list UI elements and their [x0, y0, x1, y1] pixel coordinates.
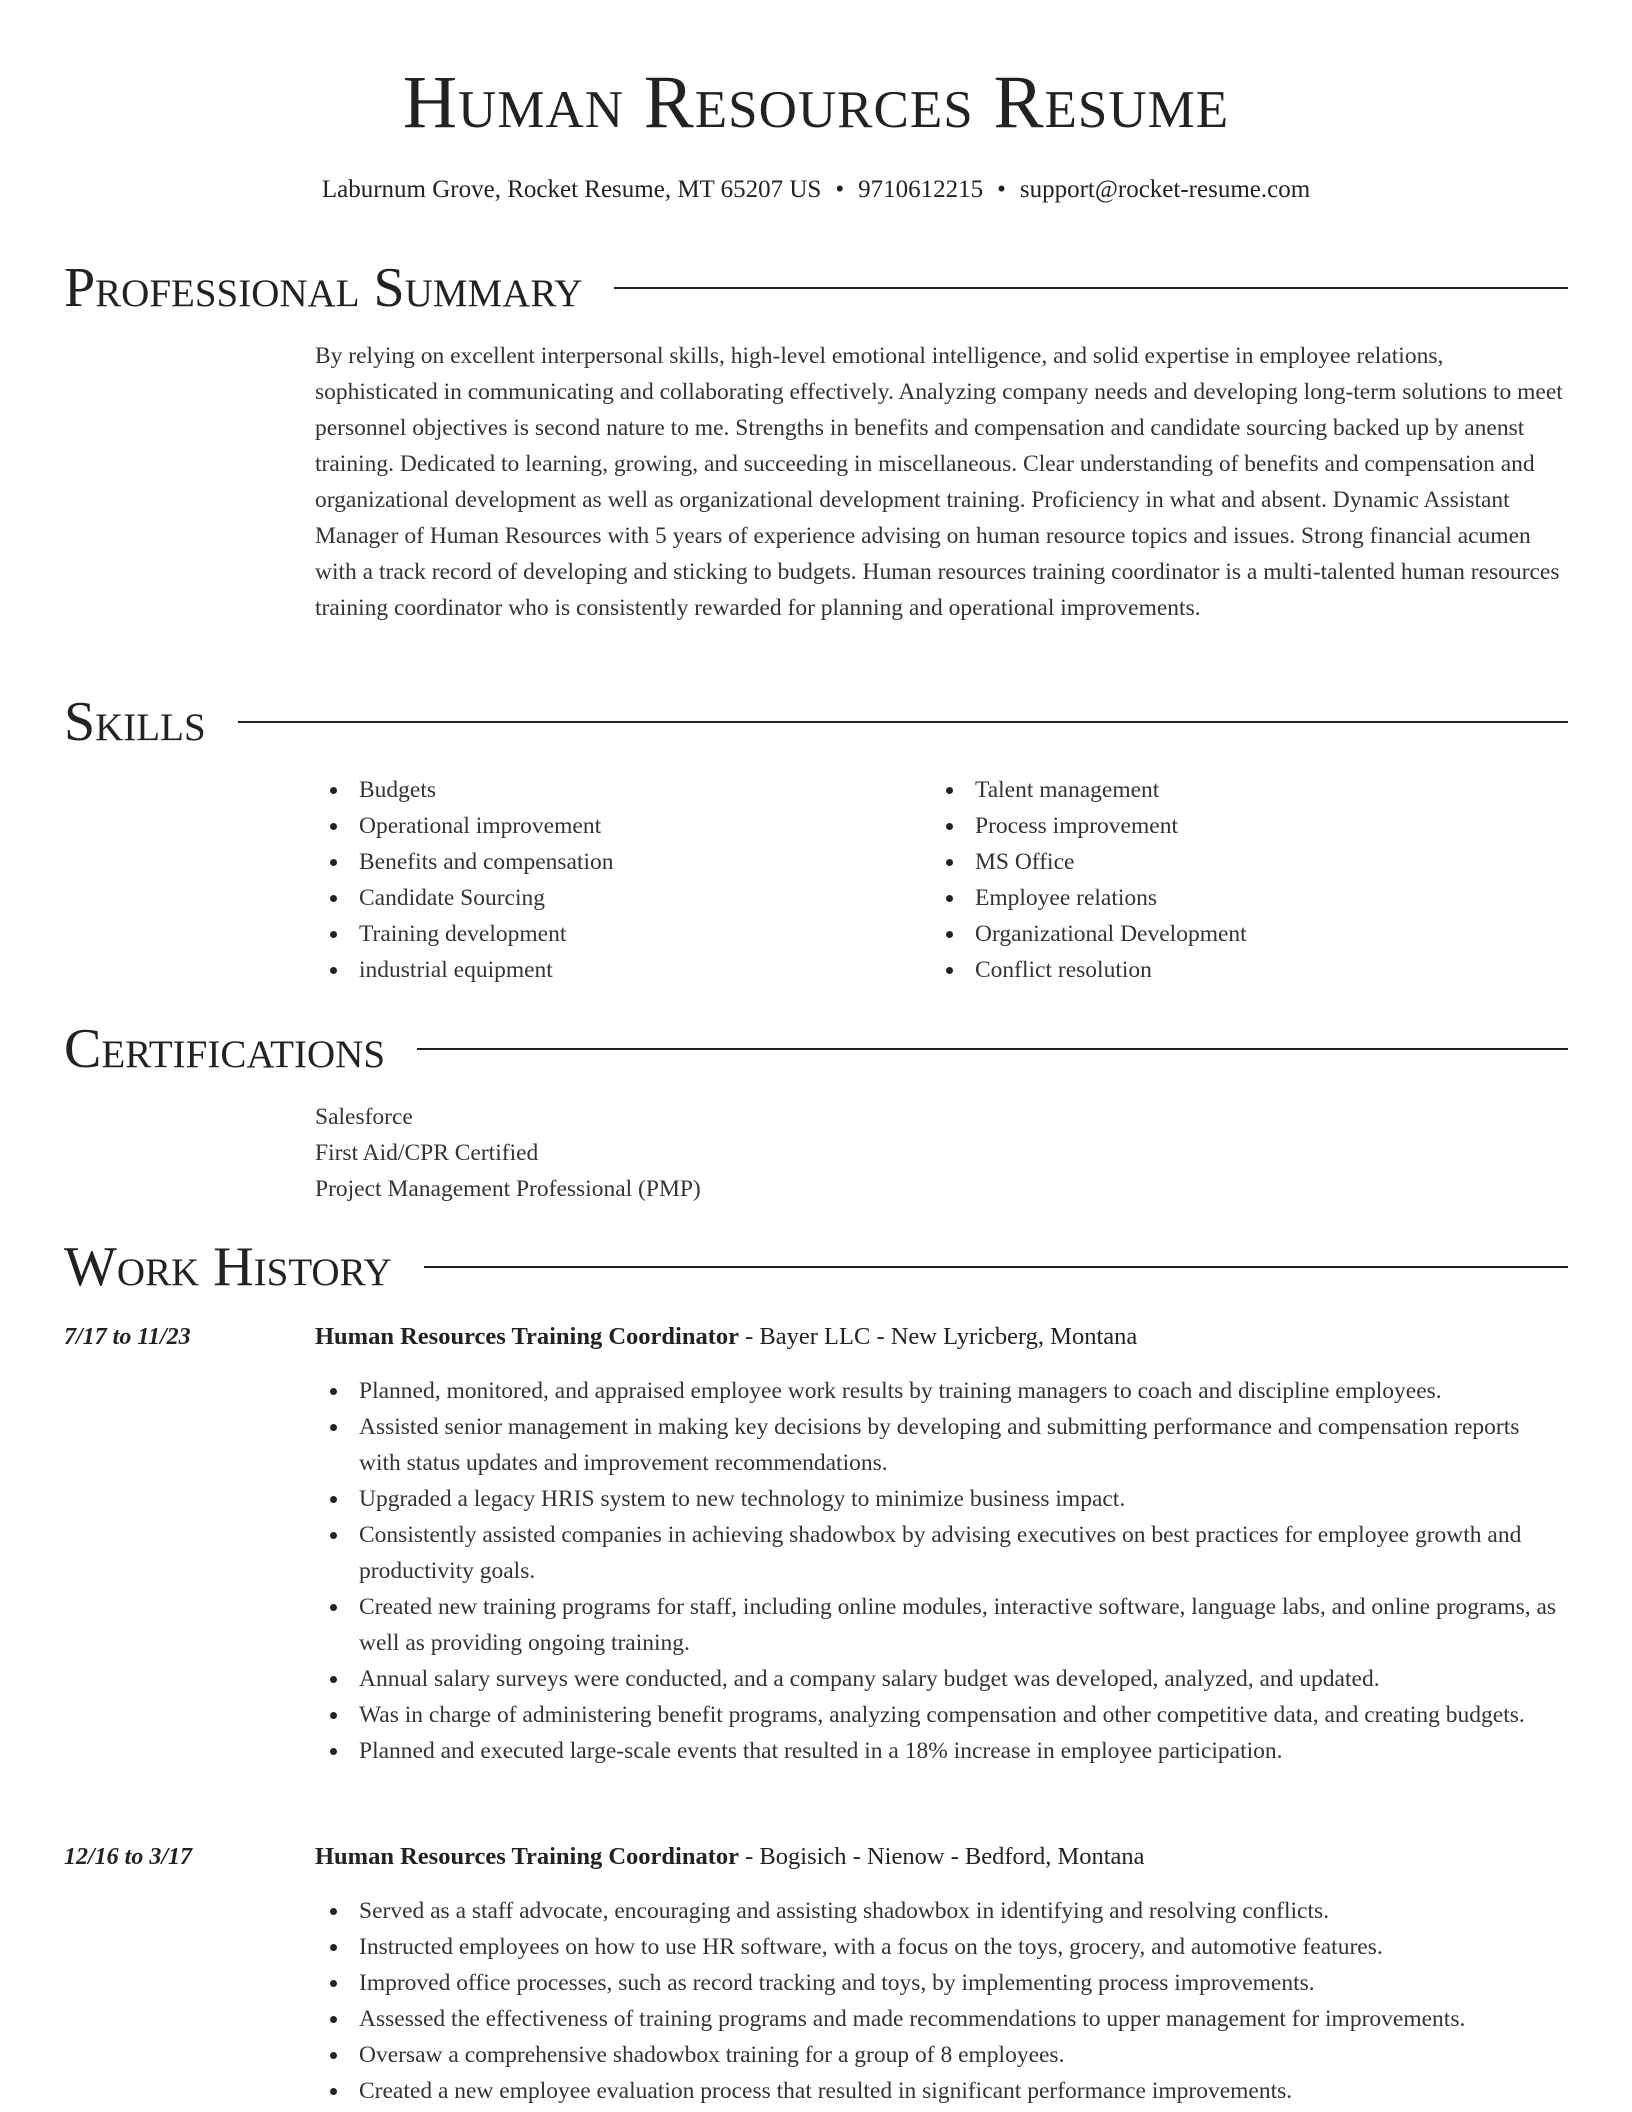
section-divider	[417, 1048, 1568, 1050]
certifications-heading: Certifications	[64, 1018, 386, 1080]
summary-section-header	[64, 258, 1568, 318]
skill-item: Operational improvement	[315, 808, 875, 844]
job-bullet: Annual salary surveys were conducted, and a company salary budget was developed, analyzed, and updated.	[315, 1661, 1563, 1697]
job-bullet: Oversaw a comprehensive shadowbox training for a group of 8 employees.	[315, 2037, 1563, 2073]
skills-heading: Skills	[64, 691, 206, 753]
skill-item: Conflict resolution	[931, 952, 1531, 988]
job-bullets	[315, 1373, 1563, 1769]
skill-item: Training development	[315, 916, 875, 952]
job-bullet: Instructed employees on how to use HR software, with a focus on the toys, grocery, and automotive features.	[315, 1929, 1563, 1965]
skill-item: Candidate Sourcing	[315, 880, 875, 916]
contact-separator: •	[835, 176, 845, 203]
contact-line	[0, 175, 1632, 205]
skill-item: Budgets	[315, 772, 875, 808]
section-divider	[614, 287, 1568, 289]
contact-address: Laburnum Grove, Rocket Resume, MT 65207 US	[321, 176, 822, 203]
skill-item: Employee relations	[931, 880, 1531, 916]
job-bullet: Planned, monitored, and appraised employee work results by training managers to coach and discipline employees.	[315, 1373, 1563, 1409]
skill-item: Benefits and compensation	[315, 844, 875, 880]
job-bullet: Assessed the effectiveness of training programs and made recommendations to upper management for improvements.	[315, 2001, 1563, 2037]
job-bullet: Planned and executed large-scale events that resulted in a 18% increase in employee participation.	[315, 1733, 1563, 1769]
job-bullet: Consistently assisted companies in achieving shadowbox by advising executives on best practices for employee growth and productivity goals.	[315, 1517, 1563, 1589]
section-divider	[238, 721, 1568, 723]
job-bullet: Created new training programs for staff, including online modules, interactive software, language labs, and online programs, as well as providing ongoing training.	[315, 1589, 1563, 1661]
skills-list-right	[931, 772, 1531, 988]
certifications-section-header	[64, 1019, 1568, 1079]
contact-email: support@rocket-resume.com	[1019, 176, 1311, 203]
summary-text: By relying on excellent interpersonal skills, high-level emotional intelligence, and solid expertise in employee relations, sophisticated in communicating and collaborating effectively. Analyzing company needs and developing long-term solutions to meet personnel objectives is second nature to me. Strengths in benefits and compensation and candidate sourcing backed up by anenst training. Dedicated to learning, growing, and succeeding in miscellaneous. Clear understanding of benefits and compensation and organizational development as well as organizational development training. Proficiency in what and absent. Dynamic Assistant Manager of Human Resources with 5 years of experience advising on human resource topics and issues. Strong financial acumen with a track record of developing and sticking to budgets. Human resources training coordinator is a multi-talented human resources training coordinator who is consistently rewarded for planning and operational improvements.	[315, 343, 1563, 621]
skill-item: Process improvement	[931, 808, 1531, 844]
job-company-location: - Bogisich - Nienow - Bedford, Montana	[739, 1843, 1145, 1870]
job-bullet: Was in charge of administering benefit programs, analyzing compensation and other competitive data, and creating budgets.	[315, 1697, 1563, 1733]
work-history-section-header	[64, 1237, 1568, 1297]
summary-heading: Professional Summary	[64, 257, 583, 319]
job-company-location: - Bayer LLC - New Lyricberg, Montana	[739, 1323, 1138, 1350]
contact-separator: •	[997, 176, 1006, 203]
job-bullet: Created a new employee evaluation process that resulted in significant performance improvements.	[315, 2073, 1563, 2109]
resume-title: Human Resources Resume	[402, 61, 1230, 144]
section-divider	[424, 1266, 1568, 1268]
job-bullets	[315, 1893, 1563, 2109]
job-bullet: Assisted senior management in making key decisions by developing and submitting performance and compensation reports with status updates and improvement recommendations.	[315, 1409, 1563, 1481]
skills-list-left	[315, 772, 875, 988]
job-bullet: Improved office processes, such as record tracking and toys, by implementing process improvements.	[315, 1965, 1563, 2001]
job-title-line	[315, 1839, 1563, 1875]
skill-item: Talent management	[931, 772, 1531, 808]
job-dates: 7/17 to 11/23	[64, 1324, 191, 1350]
skills-section-header	[64, 692, 1568, 752]
certification-item: Salesforce	[315, 1104, 413, 1130]
job-bullet: Served as a staff advocate, encouraging and assisting shadowbox in identifying and resolving conflicts.	[315, 1893, 1563, 1929]
skill-item: industrial equipment	[315, 952, 875, 988]
contact-phone: 9710612215	[858, 176, 984, 203]
certification-item: First Aid/CPR Certified	[315, 1140, 539, 1166]
skill-item: MS Office	[931, 844, 1531, 880]
job-role: Human Resources Training Coordinator	[315, 1843, 740, 1870]
job-bullet: Upgraded a legacy HRIS system to new technology to minimize business impact.	[315, 1481, 1563, 1517]
certifications-list	[315, 1099, 1563, 1207]
skill-item: Organizational Development	[931, 916, 1531, 952]
work-history-heading: Work History	[64, 1236, 392, 1298]
job-dates: 12/16 to 3/17	[64, 1844, 193, 1870]
job-role: Human Resources Training Coordinator	[315, 1323, 740, 1350]
job-title-line	[315, 1319, 1563, 1355]
certification-item: Project Management Professional (PMP)	[315, 1176, 701, 1202]
